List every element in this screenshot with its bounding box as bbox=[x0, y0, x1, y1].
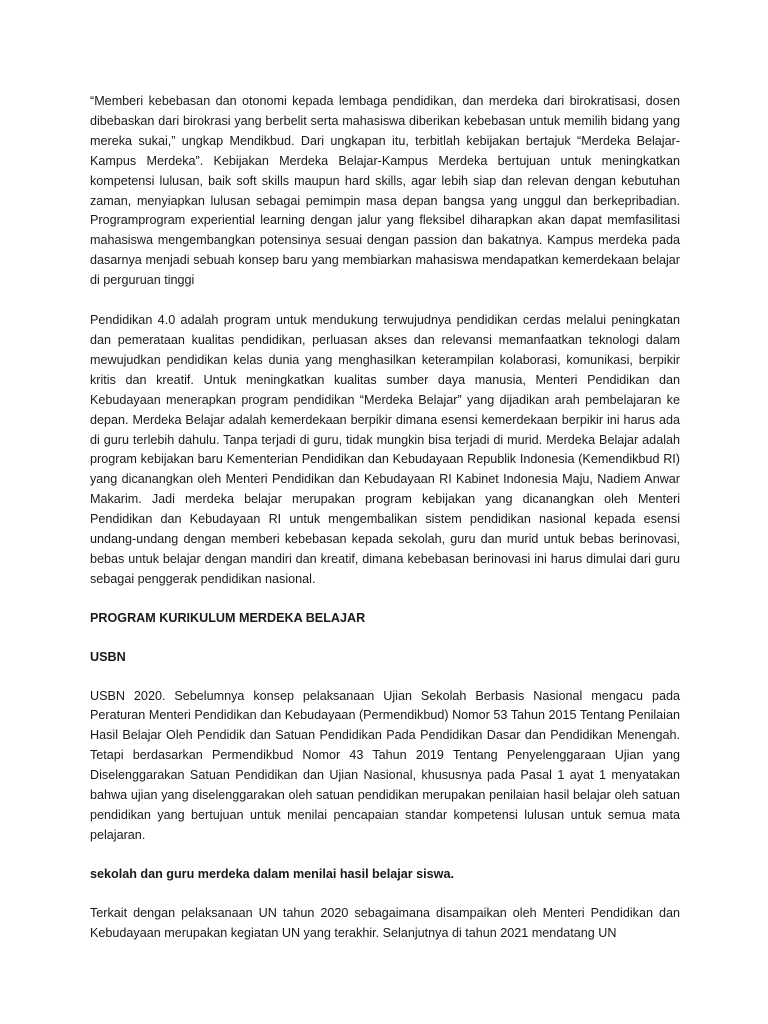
paragraph-pendidikan-4-0: Pendidikan 4.0 adalah program untuk mendukung terwujudnya pendidikan cerdas melalui peningkatan dan pemerataan kualitas pendidikan, perluasan akses dan relevansi memanfaatkan teknologi dalam mewujudkan pendidikan kelas dunia yang menghasilkan keterampilan kolaborasi, komunikasi, berpikir kritis dan kreatif. Untuk meningkatkan kualitas sumber daya manusia, Menteri Pendidikan dan Kebudayaan menerapkan program pendidikan “Merdeka Belajar” yang dijadikan arah pembelajaran ke depan. Merdeka Belajar adalah kemerdekaan berpikir dimana esensi kemerdekaan berpikir ini harus ada di guru terlebih dahulu. Tanpa terjadi di guru, tidak mungkin bisa terjadi di murid. Merdeka Belajar adalah program kebijakan baru Kementerian Pendidikan dan Kebudayaan Republik Indonesia (Kemendikbud RI) yang dicanangkan oleh Menteri Pendidikan dan Kebudayaan RI Kabinet Indonesia Maju, Nadiem Anwar Makarim. Jadi merdeka belajar merupakan program kebijakan yang dicanangkan oleh Menteri Pendidikan dan Kebudayaan RI untuk mengembalikan sistem pendidikan nasional kepada esensi undang-undang dengan memberi kebebasan kepada sekolah, guru dan murid untuk bebas berinovasi, bebas untuk belajar dengan mandiri dan kreatif, dimana kebebasan berinovasi ini harus dimulai dari guru sebagai penggerak pendidikan nasional. bbox=[90, 313, 680, 586]
paragraph-un-2020: Terkait dengan pelaksanaan UN tahun 2020 sebagaimana disampaikan oleh Menteri Pendidikan dan Kebudayaan merupakan kegiatan UN yang terakhir. Selanjutnya di tahun 2021 mendatang UN bbox=[90, 905, 680, 940]
paragraph-merdeka-belajar-kampus-merdeka: “Memberi kebebasan dan otonomi kepada lembaga pendidikan, dan merdeka dari birokratisasi, dosen dibebaskan dari birokrasi yang berbelit serta mahasiswa diberikan kebebasan untuk memilih bidang yang mereka sukai,” ungkap Mendikbud. Dari ungkapan itu, terbitlah kebijakan bertajuk “Merdeka Belajar-Kampus Merdeka”. Kebijakan Merdeka Belajar-Kampus Merdeka bertujuan untuk meningkatkan kompetensi lulusan, baik soft skills maupun hard skills, agar lebih siap dan relevan dengan kebutuhan zaman, menyiapkan lulusan sebagai pemimpin masa depan bangsa yang unggul dan berkepribadian. Programprogram experiential learning dengan jalur yang fleksibel diharapkan akan dapat memfasilitasi mahasiswa mengembangkan potensinya sesuai dengan passion dan bakatnya. Kampus merdeka pada dasarnya menjadi sebuah konsep baru yang membiarkan mahasiswa mendapatkan kemerdekaan belajar di perguruan tinggi bbox=[90, 94, 680, 288]
heading-usbn: USBN bbox=[90, 649, 126, 664]
heading-sekolah-guru-merdeka: sekolah dan guru merdeka dalam menilai hasil belajar siswa. bbox=[90, 866, 454, 881]
paragraph-usbn-2020: USBN 2020. Sebelumnya konsep pelaksanaan Ujian Sekolah Berbasis Nasional mengacu pada Peraturan Menteri Pendidikan dan Kebudayaan (Permendikbud) Nomor 53 Tahun 2015 Tentang Penilaian Hasil Belajar Oleh Pendidik dan Satuan Pendidikan Pada Pendidikan Dasar dan Pendidikan Menengah. Tetapi berdasarkan Permendikbud Nomor 43 Tahun 2019 Tentang Penyelenggaraan Ujian yang Diselenggarakan Satuan Pendidikan dan Ujian Nasional, khususnya pada Pasal 1 ayat 1 menyatakan bahwa ujian yang diselenggarakan oleh satuan pendidikan merupakan penilaian hasil belajar oleh satuan pendidikan yang bertujuan untuk menilai pencapaian standar kompetensi lulusan untuk semua mata pelajaran. bbox=[90, 688, 680, 842]
heading-program-kurikulum: PROGRAM KURIKULUM MERDEKA BELAJAR bbox=[90, 610, 366, 625]
